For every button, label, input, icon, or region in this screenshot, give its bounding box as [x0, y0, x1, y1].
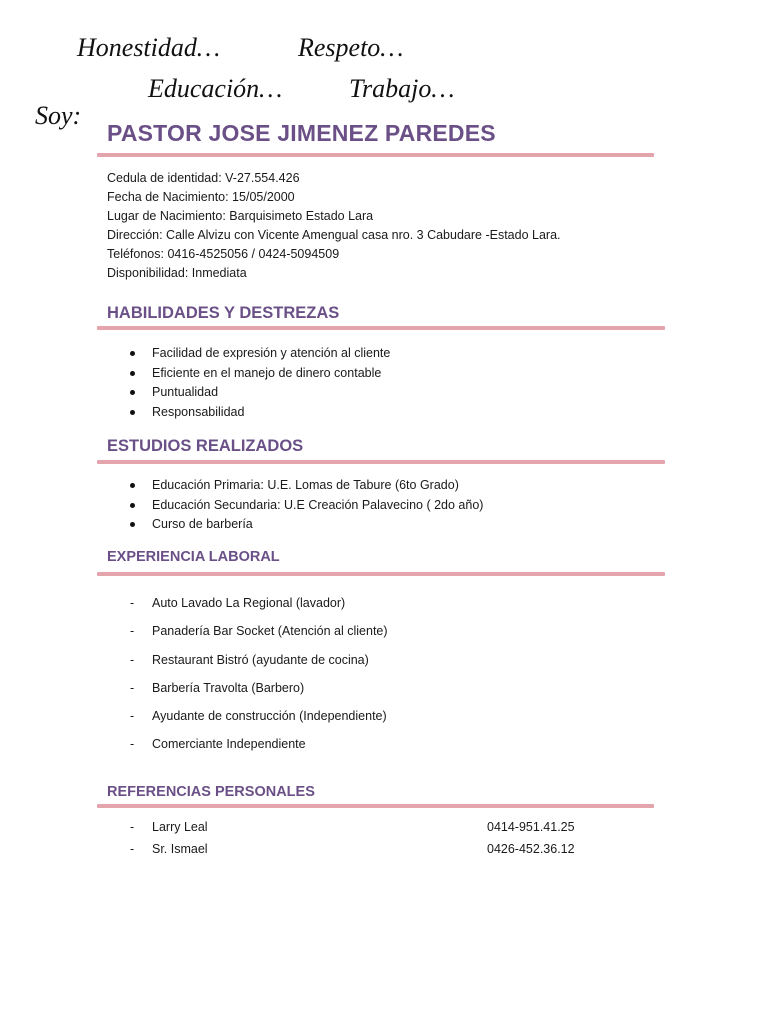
- list-item: Educación Secundaria: U.E Creación Palavecino ( 2do año): [0, 496, 483, 516]
- bullet-icon: [130, 483, 135, 488]
- personal-info: [107, 169, 561, 283]
- info-phones: Teléfonos: 0416-4525056 / 0424-5094509: [107, 247, 340, 261]
- info-availability: Disponibilidad: Inmediata: [107, 266, 247, 280]
- skills-divider: [97, 326, 665, 330]
- motto-respeto: Respeto…: [298, 33, 404, 62]
- list-item: Facilidad de expresión y atención al cliente: [0, 344, 390, 364]
- list-item: Eficiente en el manejo de dinero contable: [0, 364, 390, 384]
- reference-name: Larry Leal: [152, 820, 208, 834]
- dash-icon: -: [130, 652, 135, 667]
- bullet-icon: [130, 522, 135, 527]
- motto-soy: Soy:: [35, 101, 82, 130]
- motto-trabajo: Trabajo…: [349, 74, 455, 103]
- dash-icon: -: [130, 709, 135, 724]
- studies-heading: ESTUDIOS REALIZADOS: [107, 437, 304, 455]
- list-item: - Comerciante Independiente: [0, 735, 388, 763]
- references-heading: REFERENCIAS PERSONALES: [107, 784, 315, 800]
- list-item: Curso de barbería: [0, 515, 483, 535]
- references-list: [0, 818, 575, 862]
- info-birth-place: Lugar de Nacimiento: Barquisimeto Estado Lara: [107, 209, 374, 223]
- reference-phone: 0414-951.41.25: [487, 820, 575, 834]
- info-address: Dirección: Calle Alvizu con Vicente Amengual casa nro. 3 Cabudare -Estado Lara.: [107, 228, 561, 242]
- motto-honestidad: Honestidad…: [77, 33, 220, 62]
- bullet-icon: [130, 371, 135, 376]
- dash-icon: -: [130, 820, 135, 834]
- experience-heading: EXPERIENCIA LABORAL: [107, 549, 280, 565]
- studies-divider: [97, 460, 665, 464]
- dash-icon: -: [130, 737, 135, 752]
- candidate-name: PASTOR JOSE JIMENEZ PAREDES: [107, 120, 496, 146]
- bullet-icon: [130, 390, 135, 395]
- list-item: - Panadería Bar Socket (Atención al cliente): [0, 622, 388, 650]
- motto-educacion: Educación…: [148, 74, 283, 103]
- bullet-icon: [130, 410, 135, 415]
- info-birth-date: Fecha de Nacimiento: 15/05/2000: [107, 190, 295, 204]
- list-item: Responsabilidad: [0, 403, 390, 423]
- dash-icon: -: [130, 680, 135, 695]
- dash-icon: -: [130, 596, 135, 610]
- list-item: - Auto Lavado La Regional (lavador): [0, 594, 388, 622]
- studies-list: [0, 476, 483, 535]
- experience-list: [0, 594, 388, 764]
- reference-row: [0, 818, 575, 840]
- info-cedula: Cedula de identidad: V-27.554.426: [107, 171, 300, 185]
- dash-icon: -: [130, 624, 135, 639]
- list-item: - Barbería Travolta (Barbero): [0, 679, 388, 707]
- reference-phone: 0426-452.36.12: [487, 842, 575, 856]
- reference-name: Sr. Ismael: [152, 842, 208, 856]
- list-item: - Ayudante de construcción (Independiente): [0, 707, 388, 735]
- references-divider: [97, 804, 654, 808]
- experience-divider: [97, 572, 665, 576]
- list-item: - Restaurant Bistró (ayudante de cocina): [0, 651, 388, 679]
- skills-heading: HABILIDADES Y DESTREZAS: [107, 304, 340, 322]
- reference-row: [0, 840, 575, 862]
- bullet-icon: [130, 503, 135, 508]
- list-item: Educación Primaria: U.E. Lomas de Tabure (6to Grado): [0, 476, 483, 496]
- skills-list: [0, 344, 390, 422]
- list-item: Puntualidad: [0, 383, 390, 403]
- dash-icon: -: [130, 842, 135, 856]
- bullet-icon: [130, 351, 135, 356]
- name-divider: [97, 153, 654, 157]
